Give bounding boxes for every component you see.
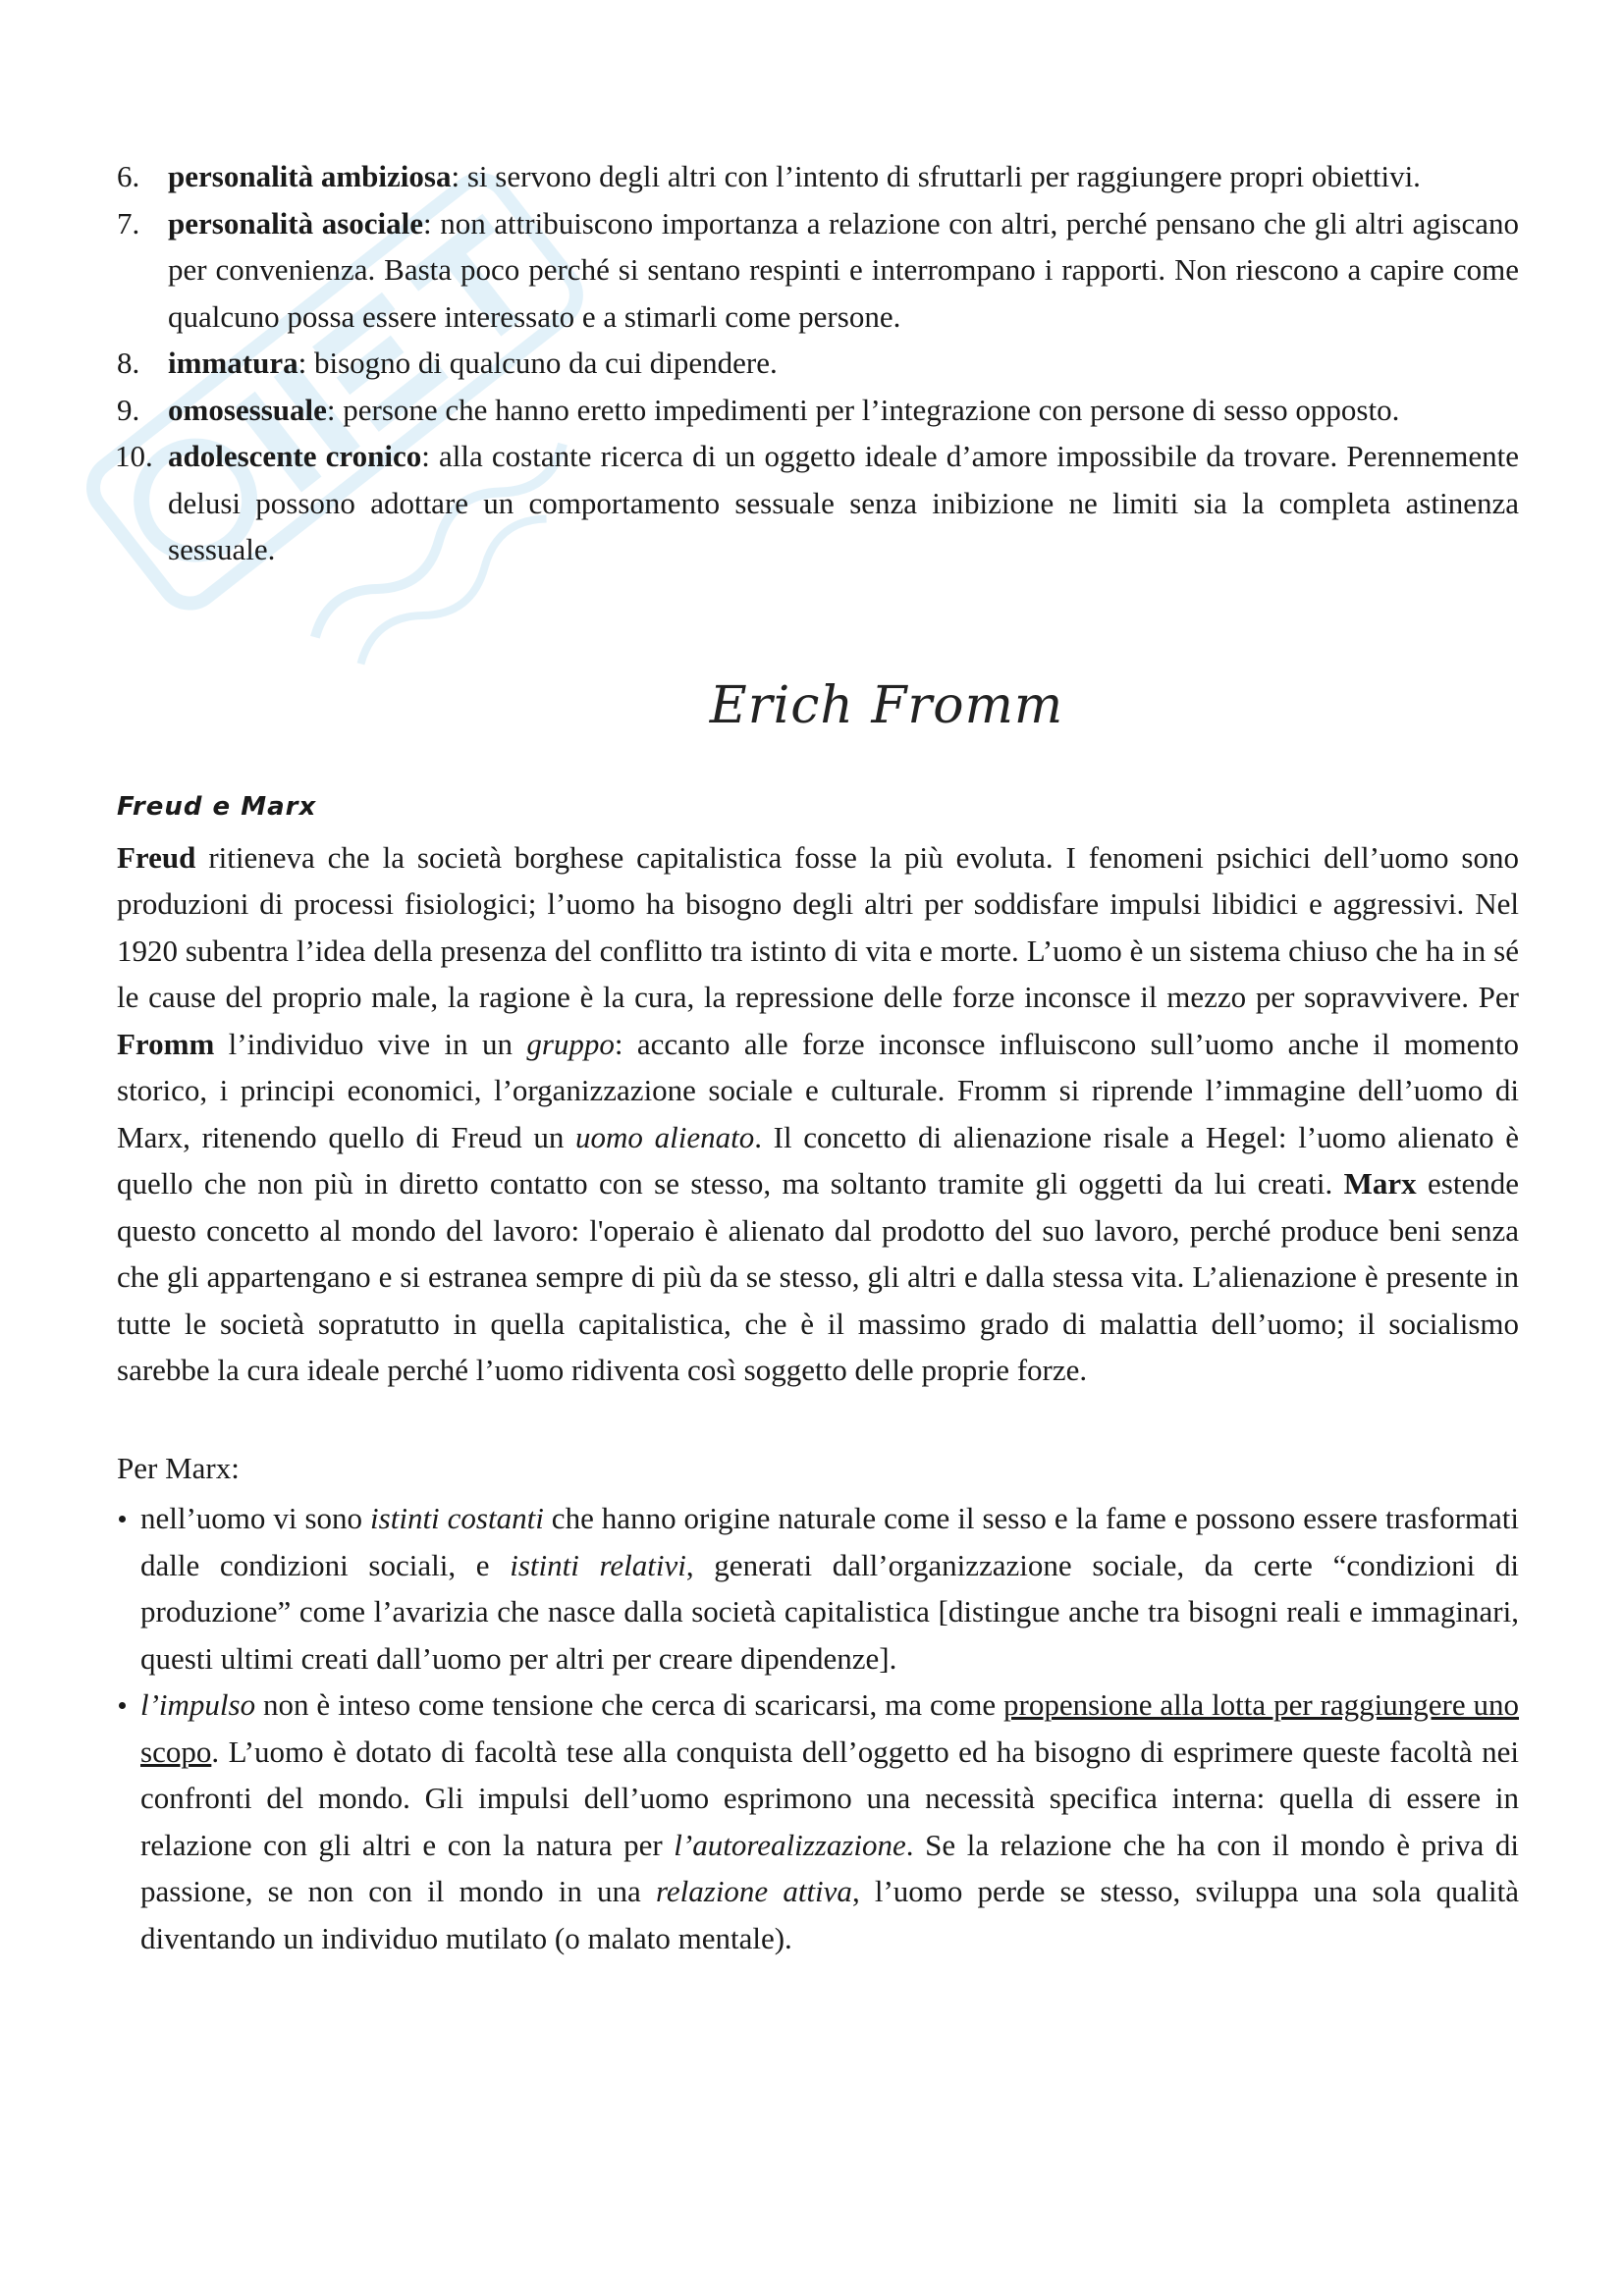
italic-term: gruppo [526,1026,615,1061]
bullet-icon [119,1516,126,1522]
list-text: : bisogno di qualcuno da cui dipendere. [298,346,778,380]
italic-term: uomo alienato [575,1119,755,1154]
italic-term: istinti costanti [370,1501,544,1535]
list-term: immatura [168,346,298,380]
lead-line: Per Marx: [117,1450,240,1485]
list-item [117,1682,1519,1961]
italic-term: istinti relativi [510,1547,686,1582]
list-item [117,433,1519,573]
bullet-list [117,1495,1519,1961]
list-number: 8. [117,346,140,380]
text-run: l’individuo vive in un [214,1026,527,1061]
list-term: omosessuale [168,392,327,427]
text-run: nell’uomo vi sono [140,1501,371,1535]
list-text: : alla costante ricerca di un oggetto ideale d’amore impossibile da trovare. Perennemente delusi possono adottare un comportamento sessuale senza inibizione ne limiti sia la completa astinenza sessuale. [168,439,1519,566]
personality-list [117,153,1519,573]
author-heading: Erich Fromm [709,675,1064,735]
list-term: personalità asociale [168,205,423,240]
list-text: : non attribuiscono importanza a relazione con altri, perché pensano che gli altri agiscano per convenienza. Basta poco perché si sentano respinti e interrompano i rapporti. Non riescono a capire come qualcuno possa essere interessato e a stimarli come persone. [168,205,1519,334]
list-number: 7. [117,205,140,240]
text-run: . Il concetto di alienazione risale a Hegel: l’uomo alienato è quello che non più in diretto contatto con se stesso, ma soltanto tramite gli oggetti da lui creati. [117,1119,1519,1201]
list-text: : si servono degli altri con l’intento di sfruttarli per raggiungere propri obiettivi. [451,159,1421,193]
text-run: che hanno origine naturale come il sesso e la fame e possono essere trasformati dalle condizioni sociali, e [140,1501,1519,1582]
text-run: ritieneva che la società borghese capitalistica fosse la più evoluta. I fenomeni psichici dell’uomo sono produzioni di processi fisiologici; l’uomo ha bisogno degli altri per soddisfare impulsi libidici e aggressivi. Nel 1920 subentra l’idea della presenza del conflitto tra istinto di vita e morte. L’uomo è un sistema chiuso che ha in sé le cause del proprio male, la ragione è la cura, la repressione delle forze inconsce il mezzo per sopravvivere. Per [117,839,1519,1014]
section-title: Freud e Marx [117,791,317,822]
list-item [117,1495,1519,1682]
bold-term: Fromm [117,1026,215,1061]
text-run: non è inteso come tensione che cerca di scaricarsi, ma come [255,1687,1003,1722]
list-item [117,387,1519,434]
list-term: adolescente cronico [168,439,422,473]
text-run: : accanto alle forze inconsce influiscono sull’uomo anche il momento storico, i principi economici, l’organizzazione sociale e culturale. Fromm si riprende l’immagine dell’uomo di Marx, ritenendo quello di Freud un [117,1026,1519,1154]
italic-term: l’autorealizzazione [674,1827,906,1862]
text-run: estende questo concetto al mondo del lavoro: l'operaio è alienato dal prodotto del suo lavoro, perché produce beni senza che gli appartengano e si estranea sempre di più da se stesso, gli altri e dalla stessa vita. L’alienazione è presente in tutte le società sopratutto in quella capitalistica, che è il massimo grado di malattia dell’uomo; il socialismo sarebbe la cura ideale perché l’uomo ridiventa così soggetto delle proprie forze. [117,1166,1519,1387]
body-paragraph [117,834,1519,1394]
list-number: 10. [115,439,153,473]
list-number: 6. [117,159,140,193]
list-item [117,200,1519,341]
italic-term: relazione attiva [655,1874,852,1908]
document-page [117,153,1519,1961]
list-item [117,340,1519,387]
bullet-icon [119,1702,126,1709]
text-run: . L’uomo è dotato di facoltà tese alla conquista dell’oggetto ed ha bisogno di esprimere queste facoltà nei confronti del mondo. Gli impulsi dell’uomo esprimono una necessità specifica interna: quella di essere in relazione con gli altri e con la natura per [140,1734,1519,1862]
list-item [117,153,1519,200]
text-run: , l’uomo perde se stesso, sviluppa una sola qualità diventando un individuo mutilato (o malato mentale). [140,1874,1519,1955]
bold-term: Marx [1343,1166,1417,1201]
list-number: 9. [117,392,140,427]
bold-term: Freud [117,839,196,875]
underlined-phrase: propensione alla lotta per raggiungere uno scopo [140,1687,1519,1769]
italic-term: l’impulso [140,1687,256,1722]
text-run: . Se la relazione che ha con il mondo è priva di passione, se non con il mondo in una [140,1827,1519,1908]
text-run: , generati dall’organizzazione sociale, da certe “condizioni di produzione” come l’avarizia che nasce dalla società capitalistica [distingue anche tra bisogni reali e immaginari, questi ultimi creati dall’uomo per altri per creare dipendenze]. [140,1547,1520,1676]
list-term: personalità ambiziosa [168,159,452,193]
list-text: : persone che hanno eretto impedimenti per l’integrazione con persone di sesso opposto. [326,392,1400,427]
